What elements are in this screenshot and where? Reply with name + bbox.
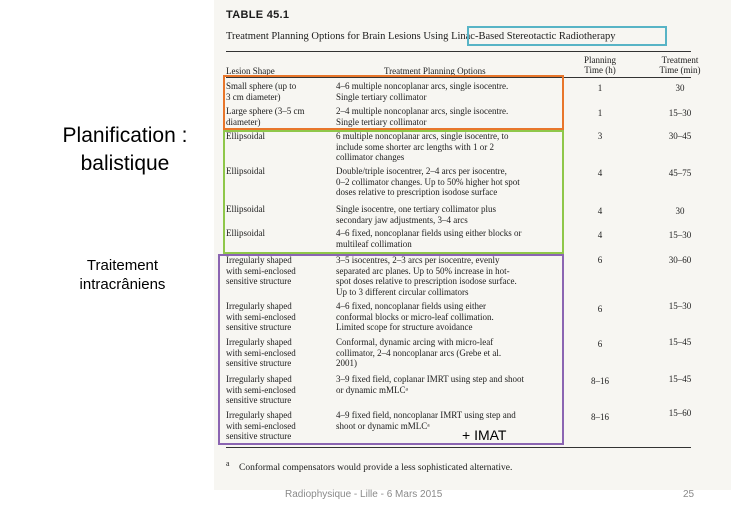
row-10-planning: 8–16 [591,412,609,422]
row-6-treatment: 30–60 [668,255,692,265]
cell-text: 3–5 isocentres, 2–3 arcs per isocentre, evenly [336,255,500,265]
row-0-treatment: 30 [675,83,685,93]
row-4-planning: 4 [597,206,603,216]
cell-text: conformal blocks or micro-leaf collimation. [336,311,494,322]
cell-text: 2001) [336,358,357,369]
row-7-planning: 6 [597,304,603,314]
cell-text: Ellipsoidal [226,166,265,176]
highlight-box-ellipsoidal [223,130,564,254]
header-planning-l2: Time (h) [584,65,616,75]
header-planning [582,55,618,75]
header-treatment-l1: Treatment [661,55,699,65]
slide-subtitle-line1: Traitement [86,257,159,274]
cell-text: with semi-enclosed [226,265,296,276]
slide-footer: Radiophysique - Lille - 6 Mars 2015 [285,489,443,500]
cell-text: Single tertiary collimator [336,91,427,102]
cell-text: spot doses relative to prescription isodose surface. [336,276,517,287]
slide-title [40,122,210,178]
row-10-treatment: 15–60 [668,408,692,418]
caption-highlight: Linac-Based Stereotactic Radiotherapy [451,31,616,42]
cell-text: Ellipsoidal [226,131,265,141]
cell-text: with semi-enclosed [226,347,296,358]
imat-annotation: + IMAT [462,427,507,443]
cell-text: 4–9 fixed field, noncoplanar IMRT using step and [336,410,516,420]
cell-text: sensitive structure [226,431,292,442]
slide-title-line1: Planification : [62,124,188,147]
table-footnote [226,459,512,473]
row-8-planning: 6 [597,339,603,349]
cell-text: Irregularly shaped [226,410,292,420]
row-6-planning: 6 [597,255,603,265]
cell-text: 2–4 multiple noncoplanar arcs, single isocentre. [336,106,509,116]
cell-text: Irregularly shaped [226,337,292,347]
cell-text: Small sphere (up to [226,81,297,91]
row-2-treatment: 30–45 [668,131,692,141]
cell-text: multileaf collimation [336,238,412,249]
cell-text: shoot or dynamic mMLCᵃ [336,420,430,431]
row-1-planning: 1 [597,108,603,118]
header-options: Treatment Planning Options [384,66,486,76]
caption-highlight-box [467,26,667,46]
row-8-treatment: 15–45 [668,337,692,347]
cell-text: Irregularly shaped [226,301,292,311]
cell-text: sensitive structure [226,358,292,369]
cell-text: 4–6 multiple noncoplanar arcs, single isocentre. [336,81,509,91]
row-9-treatment: 15–45 [668,374,692,384]
header-lesion: Lesion Shape [226,66,275,76]
cell-text: Double/triple isocentrer, 2–4 arcs per isocentre, [336,166,507,176]
row-4-treatment: 30 [675,206,685,216]
cell-text: Conformal, dynamic arcing with micro-leaf [336,337,494,347]
row-5-planning: 4 [597,230,603,240]
cell-text: diameter) [226,116,261,127]
footnote-text: Conformal compensators would provide a less sophisticated alternative. [239,463,513,474]
slide-subtitle [60,256,185,294]
cell-text: Up to 3 different circular collimators [336,286,469,297]
row-2-planning: 3 [597,131,603,141]
table-bottom-rule [226,447,691,448]
cell-text: Large sphere (3–5 cm [226,106,305,116]
cell-text: Limited scope for structure avoidance [336,322,473,333]
caption-start: Treatment Planning Options for Brain Lesions Using [226,31,452,42]
cell-text: collimator, 2–4 noncoplanar arcs (Grebe et al. [336,347,502,358]
cell-text: 4–6 fixed, noncoplanar fields using either [336,301,486,311]
cell-text: 6 multiple noncoplanar arcs, single isocentre, to [336,131,509,141]
row-0-planning: 1 [597,83,603,93]
cell-text: 3 cm diameter) [226,91,281,102]
cell-text: Ellipsoidal [226,228,265,238]
cell-text: Ellipsoidal [226,204,265,214]
cell-text: or dynamic mMLCᵃ [336,384,408,395]
highlight-box-spheres [223,75,564,130]
cell-text: include some shorter arc lengths with 1 or 2 [336,141,494,152]
row-7-treatment: 15–30 [668,301,692,311]
table-top-rule [226,51,691,52]
cell-text: secondary jaw adjustments, 3–4 arcs [336,214,468,225]
cell-text: collimator changes [336,152,405,163]
header-treatment [656,55,704,75]
cell-text: Single isocentre, one tertiary collimator plus [336,204,496,214]
cell-text: Single tertiary collimator [336,116,427,127]
cell-text: with semi-enclosed [226,384,296,395]
cell-text: doses relative to prescription isodose surface [336,187,498,198]
cell-text: Irregularly shaped [226,374,292,384]
cell-text: 4–6 fixed, noncoplanar fields using either blocks or [336,228,522,238]
cell-text: with semi-enclosed [226,311,296,322]
table-label: TABLE 45.1 [226,9,290,21]
slide-title-line2: balistique [80,152,170,175]
row-9-planning: 8–16 [591,376,609,386]
header-treatment-l2: Time (min) [659,65,701,75]
highlight-box-irregular [218,254,564,445]
row-1-treatment: 15–30 [668,108,692,118]
cell-text: sensitive structure [226,395,292,406]
cell-text: 0–2 collimator changes. Up to 50% higher hot spot [336,176,520,187]
row-3-planning: 4 [597,168,603,178]
page-number: 25 [683,489,695,500]
cell-text: sensitive structure [226,276,292,287]
cell-text: sensitive structure [226,322,292,333]
cell-text: Irregularly shaped [226,255,292,265]
footnote-mark: a [226,459,230,468]
cell-text: separated arc planes. Up to 50% increase in hot- [336,265,510,276]
slide-subtitle-line2: intracrâniens [79,276,166,293]
row-3-treatment: 45–75 [668,168,692,178]
row-5-treatment: 15–30 [668,230,692,240]
cell-text: 3–9 fixed field, coplanar IMRT using step and shoot [336,374,525,384]
cell-text: with semi-enclosed [226,420,296,431]
header-planning-l1: Planning [583,55,616,65]
